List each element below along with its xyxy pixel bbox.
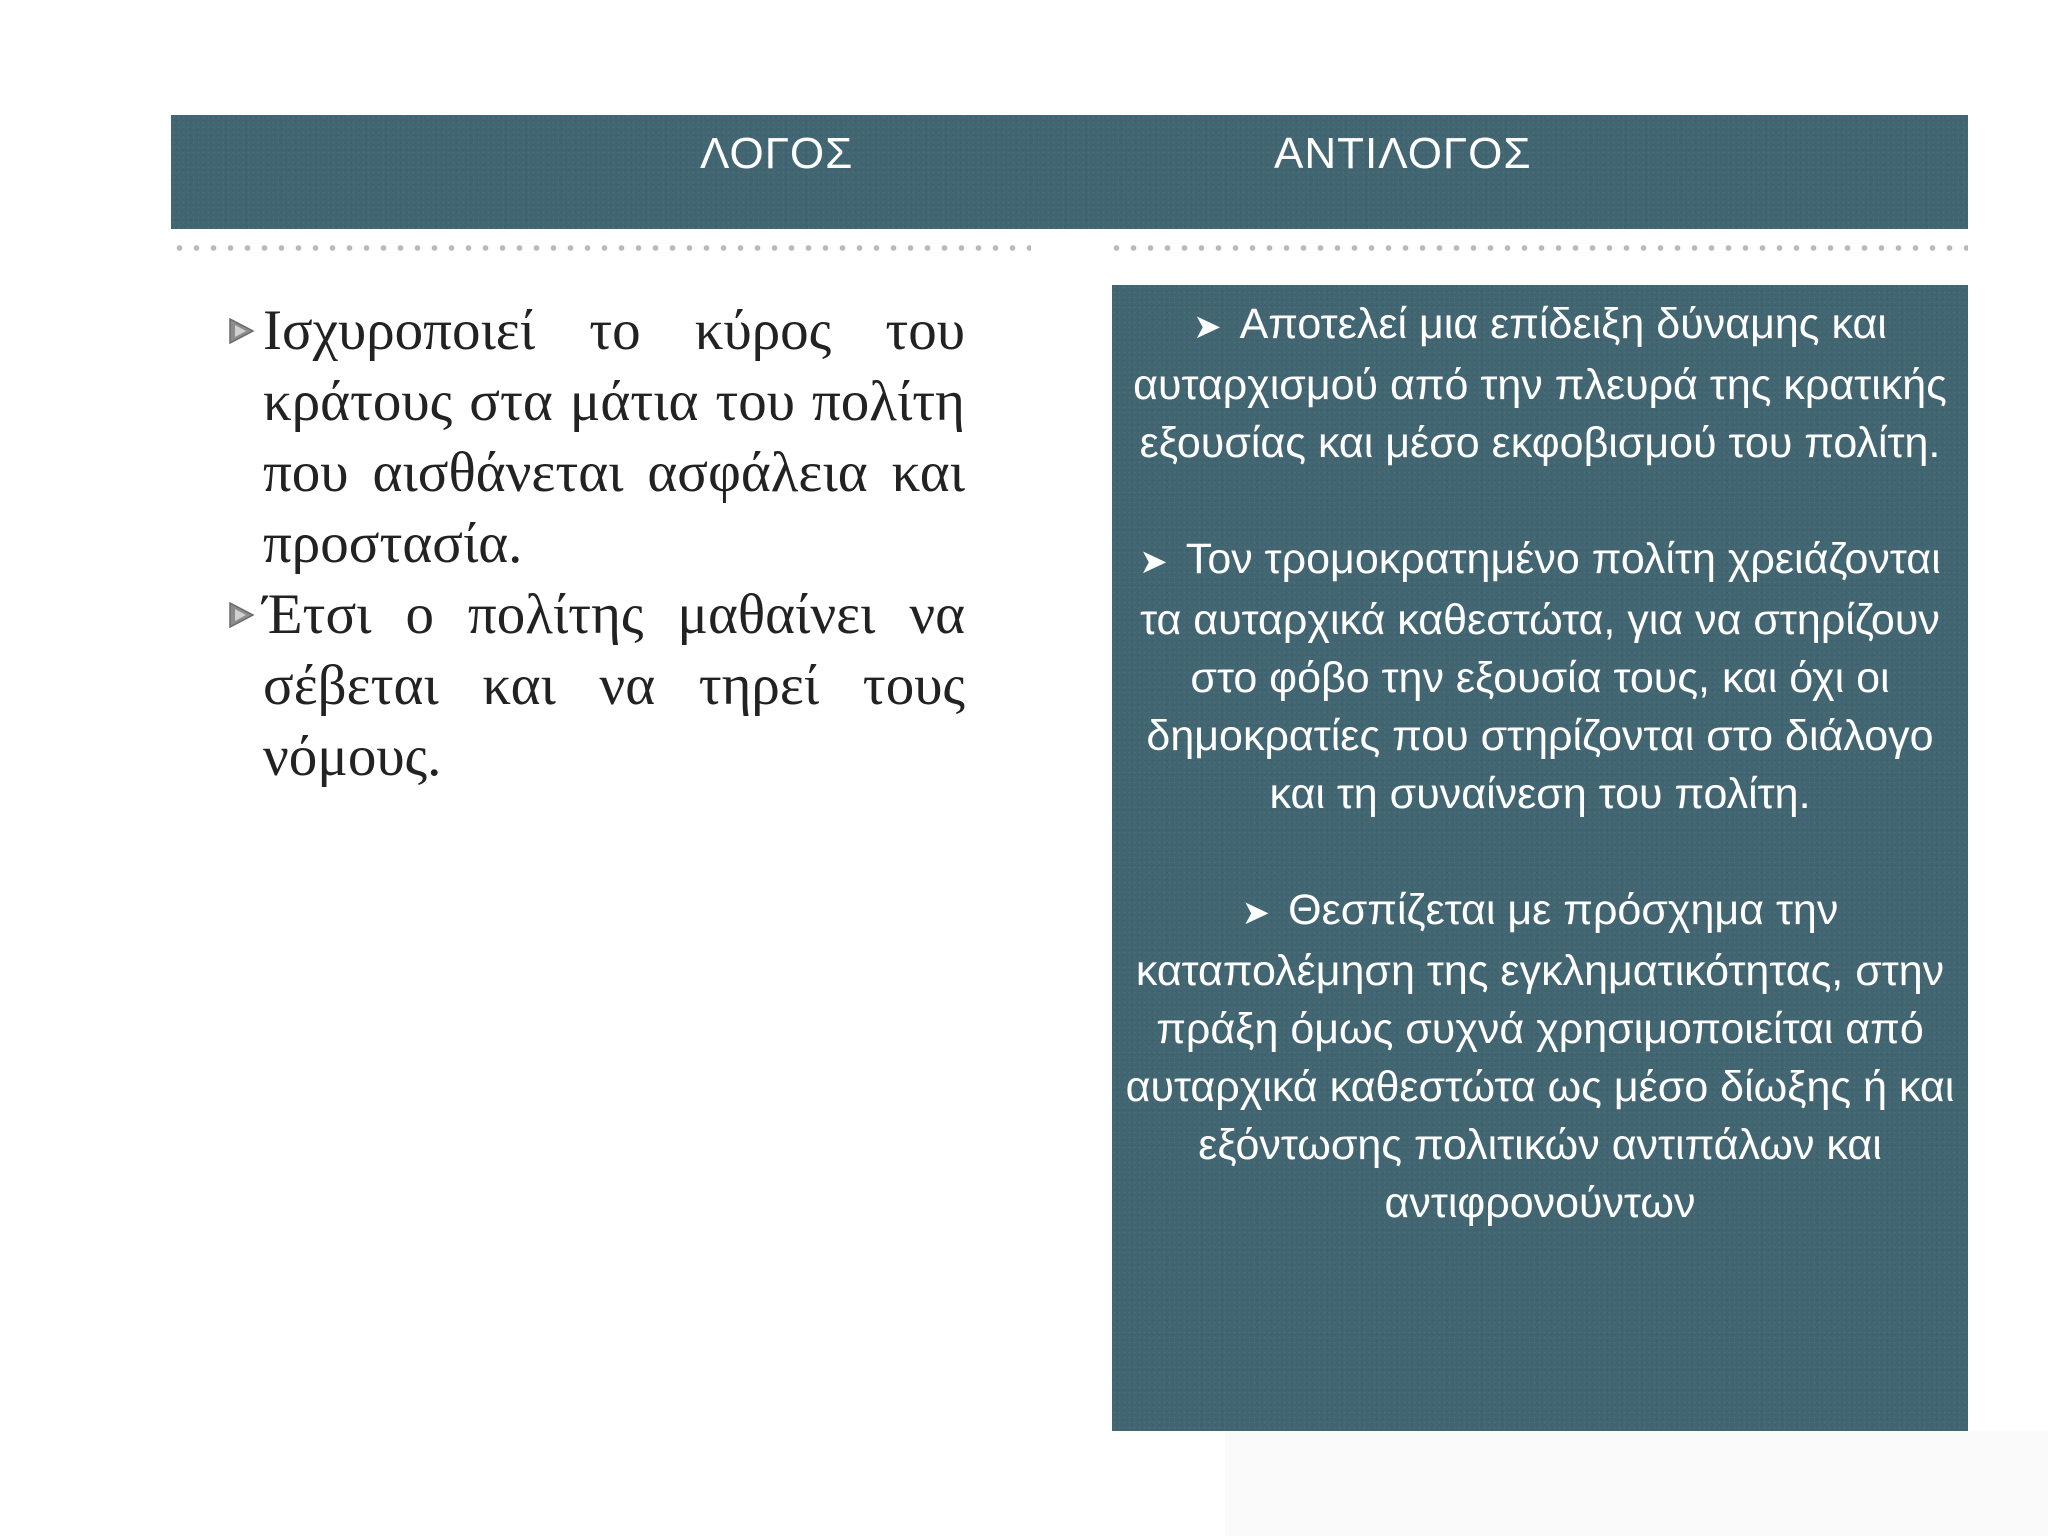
left-list-item — [225, 295, 965, 579]
triangle-bullet-icon — [227, 317, 255, 345]
header-band — [171, 115, 1968, 229]
left-column — [225, 295, 965, 792]
footer-area — [1225, 1431, 2048, 1536]
arrow-bullet-icon: ➤ — [1139, 543, 1168, 581]
right-item-text: Τον τρομοκρατημένο πολίτη χρειάζονται τα αυταρχικά καθεστώτα, για να στηρίζουν στο φόβο την εξουσία τους, και όχι οι δημοκρατίες που στηρίζονται στο διάλογο και τη συναίνεση του πολίτη. — [1140, 535, 1941, 818]
triangle-bullet-icon — [227, 601, 255, 629]
right-item-text: Αποτελεί μια επίδειξη δύναμης και αυταρχισμού από την πλευρά της κρατικής εξουσίας και μέσο εκφοβισμού του πολίτη. — [1133, 300, 1947, 467]
right-panel — [1112, 285, 1968, 1431]
arrow-bullet-icon: ➤ — [1193, 308, 1222, 346]
left-item-text: Έτσι ο πολίτης μαθαίνει να σέβεται και να τηρεί τους νόμους. — [263, 583, 965, 788]
right-list-item — [1122, 530, 1958, 823]
arrow-bullet-icon: ➤ — [1241, 894, 1271, 932]
right-list-item — [1122, 295, 1958, 472]
header-title-logos: ΛΟΓΟΣ — [700, 129, 854, 178]
right-item-text: Θεσπίζεται με πρόσχημα την καταπολέμηση της εγκληματικότητας, στην πράξη όμως συχνά χρησιμοποιείται από αυταρχικά καθεστώτα ως μέσο δίωξης ή και εξόντωσης πολιτικών αντιπάλων και αντιφρονούντων — [1125, 886, 1955, 1227]
right-panel-content — [1122, 295, 1958, 1290]
header-title-antilogos: ΑΝΤΙΛΟΓΟΣ — [1274, 129, 1532, 178]
left-list-item — [225, 579, 965, 792]
dotted-divider-right — [1108, 244, 1968, 252]
left-item-text: Ισχυροποιεί το κύρος του κράτους στα μάτια του πολίτη που αισθάνεται ασφάλεια και προστασία. — [263, 299, 965, 575]
dotted-divider-left — [171, 244, 1031, 252]
right-list-item — [1122, 881, 1958, 1232]
